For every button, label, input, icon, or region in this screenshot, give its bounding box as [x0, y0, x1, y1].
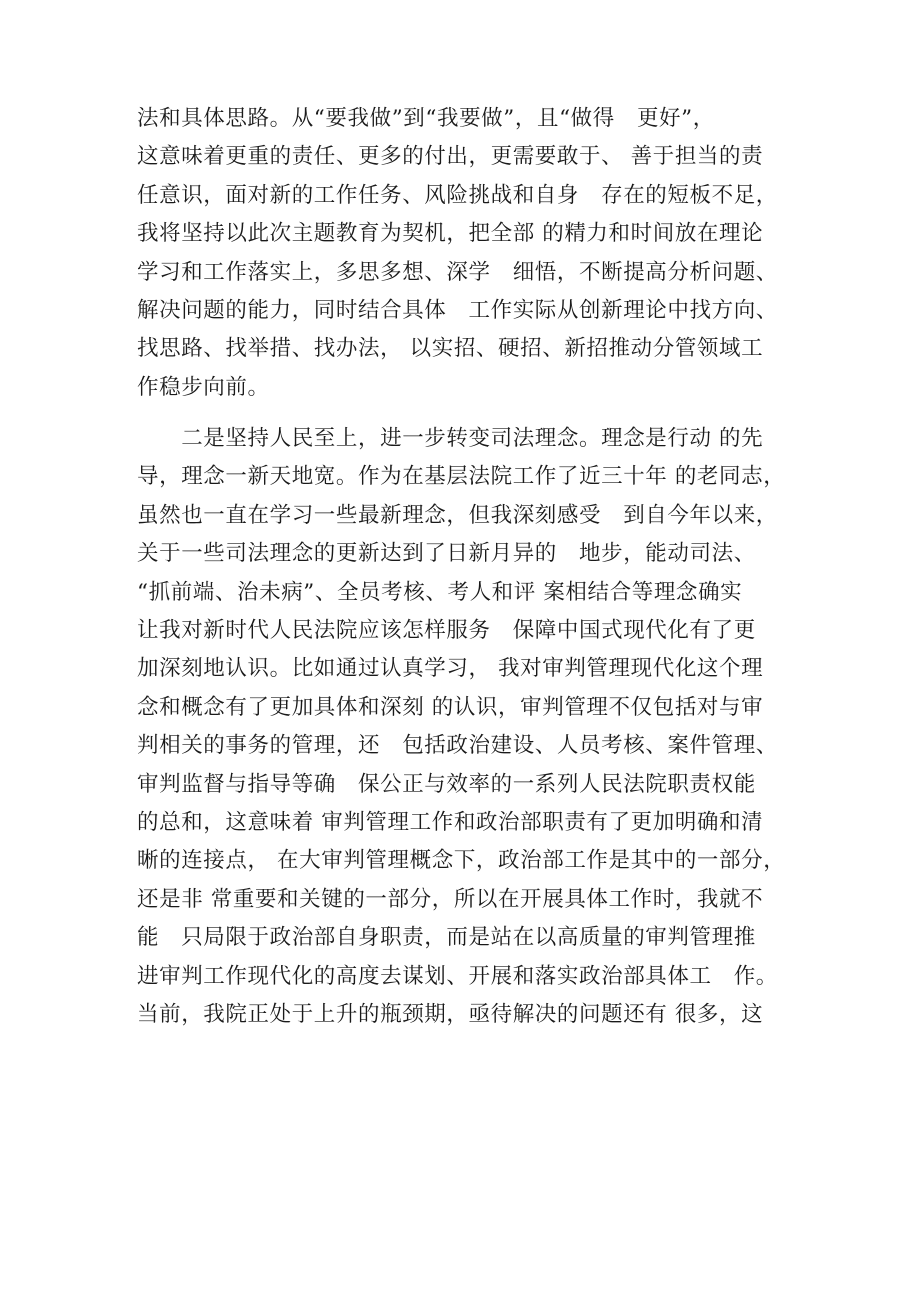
text-line: 学习和工作落实上，多思多想、深学 细悟，不断提高分析问题、	[137, 259, 778, 285]
text-line: 让我对新时代人民法院应该怎样服务 保障中国式现代化有了更	[137, 618, 756, 643]
text-line: 进审判工作现代化的高度去谋划、开展和落实政治部具体工 作。	[137, 963, 778, 989]
text-line: 找思路、找举措、找办法， 以实招、硬招、新招推动分管领域工	[137, 336, 764, 362]
text-line: 这意味着更重的责任、更多的付出，更需要敢于、 善于担当的责	[137, 144, 764, 170]
text-line: 审判监督与指导等确 保公正与效率的一系列人民法院职责权能	[137, 771, 756, 797]
text-line: 作稳步向前。	[137, 374, 270, 400]
text-line: 我将坚持以此次主题教育为契机，把全部 的精力和时间放在理论	[137, 221, 764, 247]
text-line: 关于一些司法理念的更新达到了日新月异的 地步，能动司法、	[137, 541, 756, 567]
text-line: 能 只局限于政治部自身职责，而是站在以高质量的审判管理推	[137, 925, 756, 951]
text-line: 法和具体思路。从“要我做”到“我要做”，且“做得 更好”，	[137, 106, 715, 131]
text-line: 任意识，面对新的工作任务、风险挑战和自身 存在的短板不足，	[137, 182, 778, 208]
text-line: 判相关的事务的管理，还 包括政治建设、人员考核、案件管理、	[137, 733, 778, 759]
text-line: 导，理念一新天地宽。作为在基层法院工作了近三十年 的老同志，	[137, 464, 786, 490]
text-line: 的总和，这意味着 审判管理工作和政治部职责有了更加明确和清	[137, 810, 764, 835]
text-line: 解决问题的能力，同时结合具体 工作实际从创新理论中找方向、	[137, 298, 778, 323]
text-line: 晰的连接点， 在大审判管理概念下，政治部工作是其中的一部分，	[137, 848, 786, 874]
text-line: 加深刻地认识。比如通过认真学习， 我对审判管理现代化这个理	[137, 656, 764, 682]
text-line: 虽然也一直在学习一些最新理念，但我深刻感受 到自今年以来，	[137, 502, 778, 528]
paragraph-start-line: 二是坚持人民至上，进一步转变司法理念。理念是行动 的先	[137, 426, 764, 451]
text-line: 当前，我院正处于上升的瓶颈期，亟待解决的问题还有 很多，这	[137, 1002, 764, 1027]
text-line: 还是非 常重要和关键的一部分，所以在开展具体工作时，我就不	[137, 886, 764, 912]
text-line: 念和概念有了更加具体和深刻 的认识，审判管理不仅包括对与审	[137, 694, 764, 720]
text-line: “抓前端、治未病”、全员考核、考人和评 案相结合等理念确实	[137, 579, 743, 605]
